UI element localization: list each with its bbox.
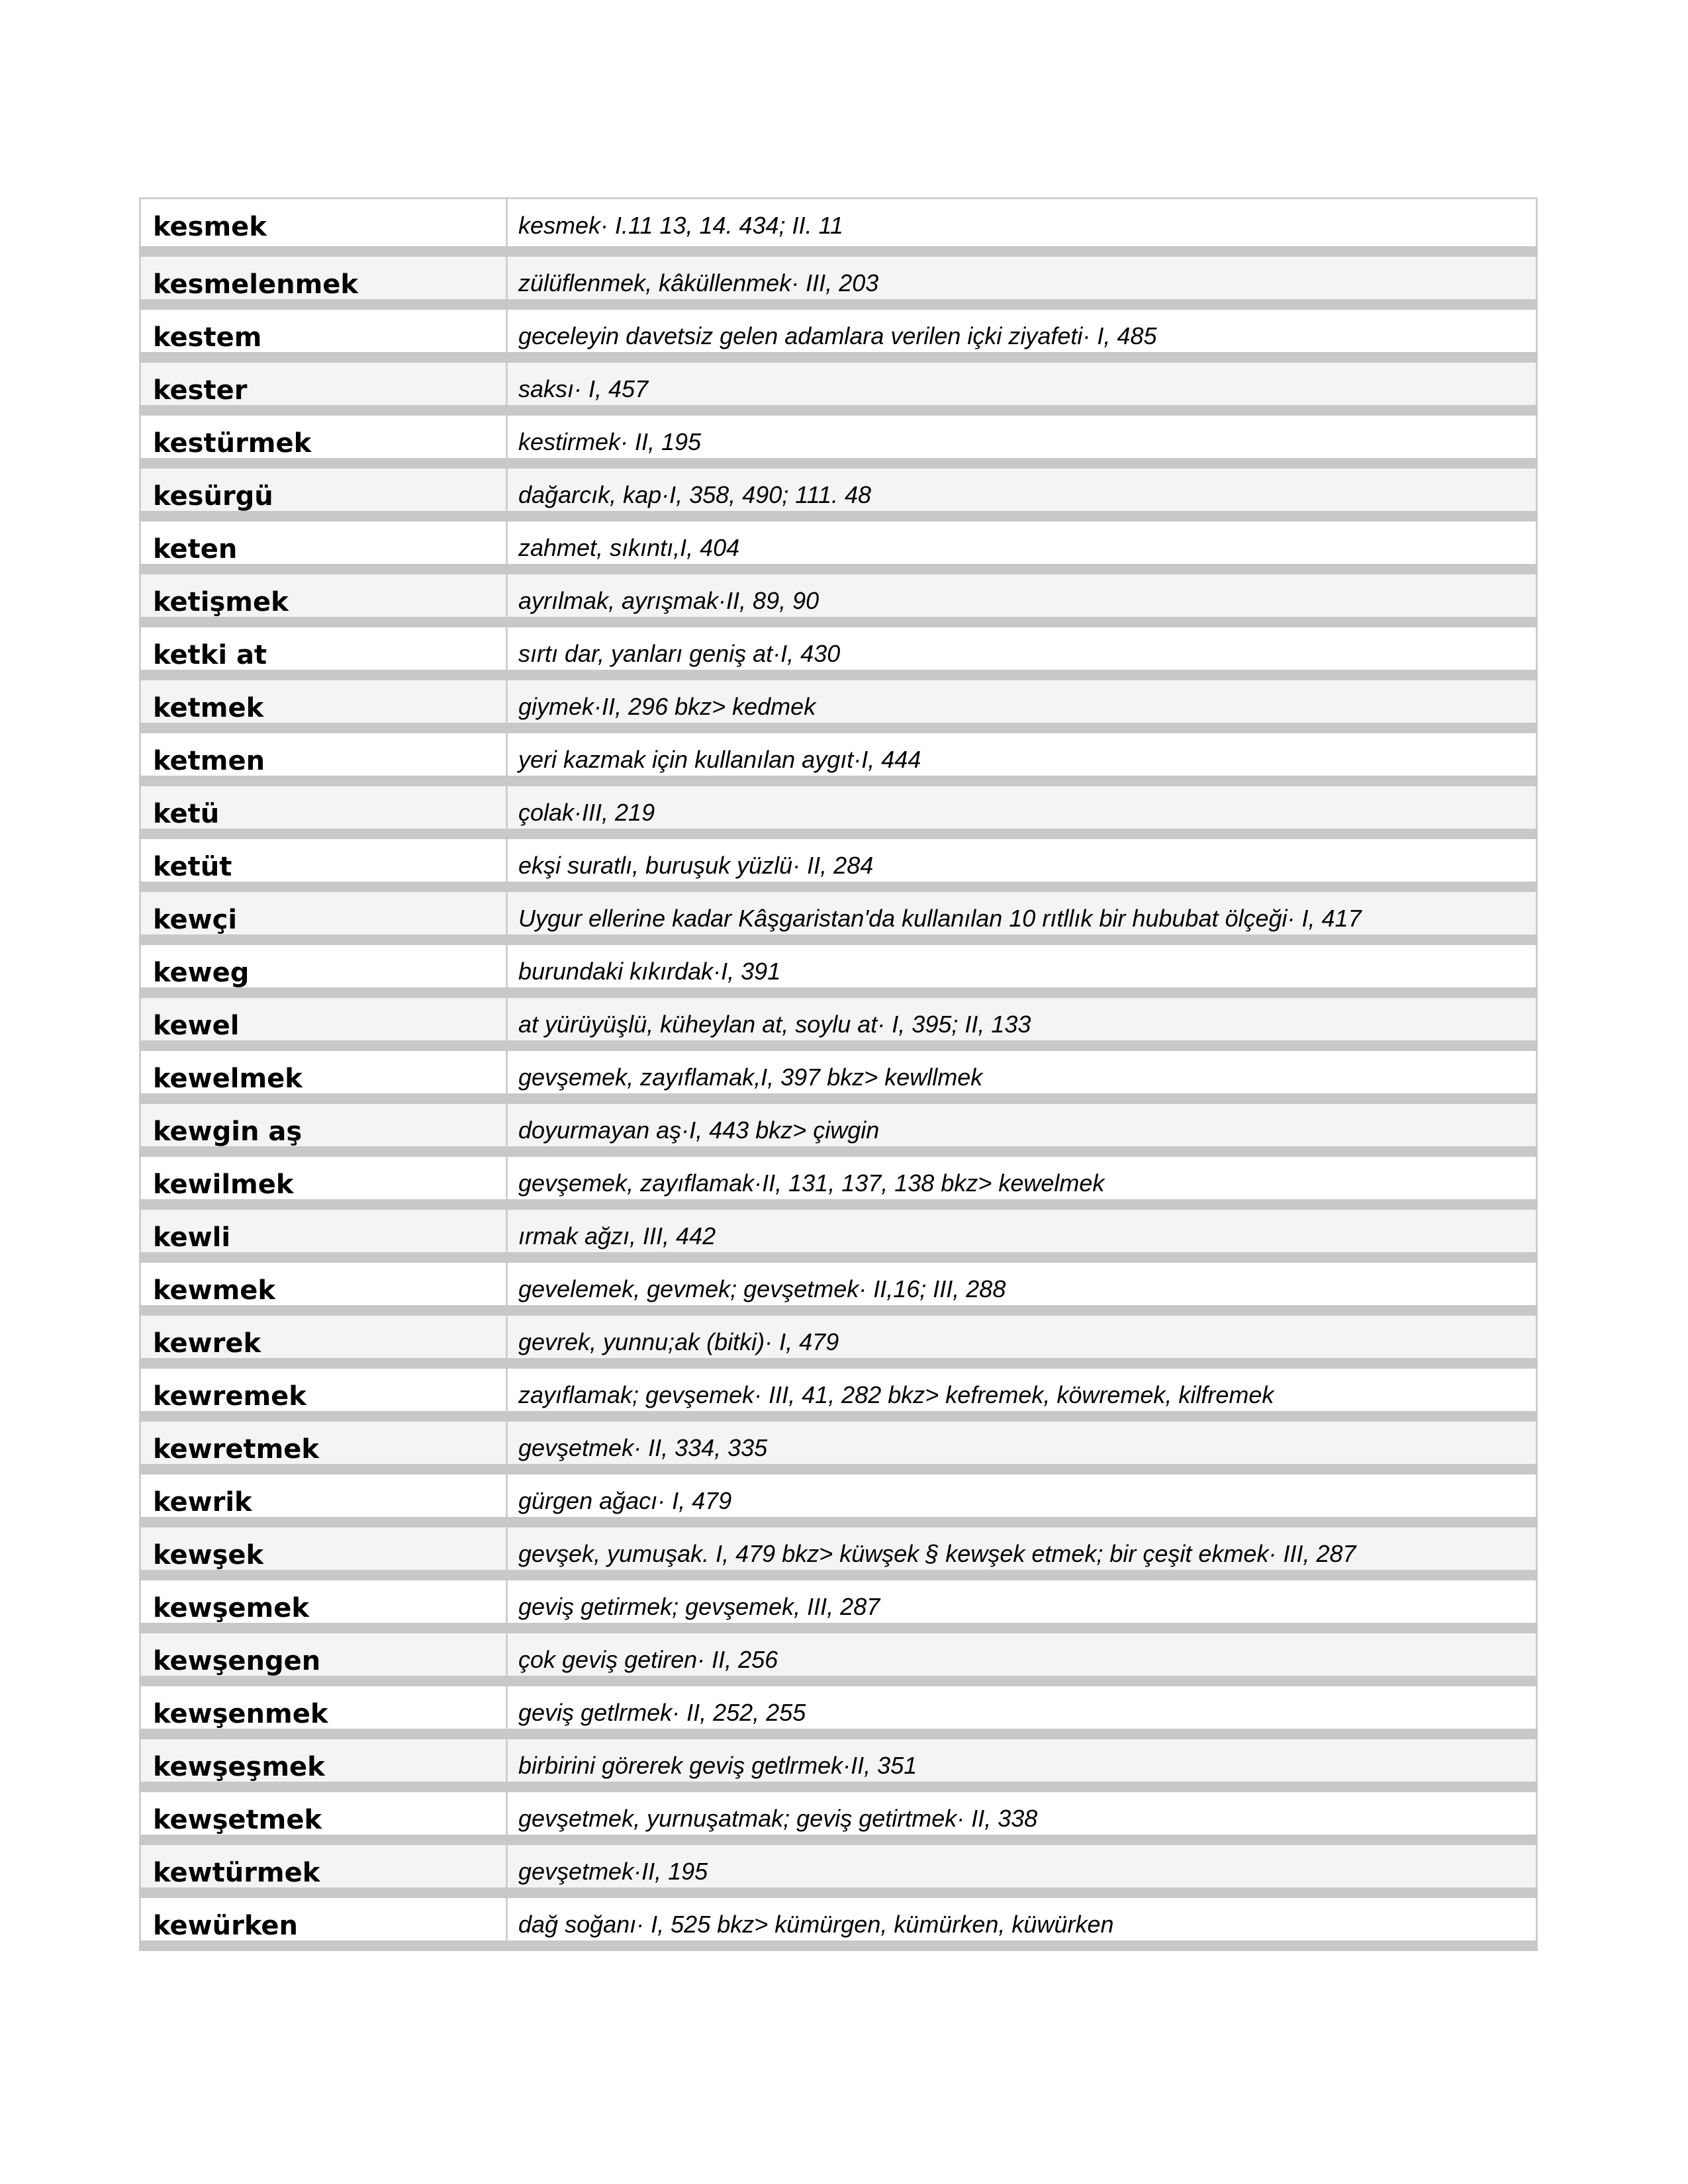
table-row bbox=[140, 1628, 1537, 1681]
table-row bbox=[140, 1893, 1537, 1946]
term: ketmek bbox=[153, 692, 264, 723]
definition-cell bbox=[507, 1416, 1537, 1469]
definition: ırmak ağzı, III, 442 bbox=[518, 1222, 716, 1250]
definition: birbirini görerek geviş getlrmek·II, 351 bbox=[518, 1751, 917, 1779]
table-row bbox=[140, 516, 1537, 569]
term-cell bbox=[140, 1840, 507, 1893]
term-cell bbox=[140, 1310, 507, 1363]
term-cell bbox=[140, 675, 507, 728]
term-cell bbox=[140, 993, 507, 1046]
table-row bbox=[140, 357, 1537, 410]
term-cell bbox=[140, 463, 507, 516]
definition-cell bbox=[507, 834, 1537, 887]
term: kewtürmek bbox=[153, 1857, 320, 1888]
table-row bbox=[140, 993, 1537, 1046]
term: kewşengen bbox=[153, 1645, 321, 1676]
table-row bbox=[140, 781, 1537, 834]
term-cell bbox=[140, 1363, 507, 1416]
table-row bbox=[140, 1257, 1537, 1310]
table-row bbox=[140, 1734, 1537, 1787]
definition-cell bbox=[507, 993, 1537, 1046]
table-row bbox=[140, 887, 1537, 940]
table-row bbox=[140, 199, 1537, 251]
definition: geceleyin davetsiz gelen adamlara verilen içki ziyafeti· I, 485 bbox=[518, 322, 1157, 349]
term: kewçi bbox=[153, 904, 238, 935]
term-cell bbox=[140, 251, 507, 304]
definition: dağarcık, kap·I, 358, 490; 111. 48 bbox=[518, 480, 872, 508]
table-row bbox=[140, 1152, 1537, 1205]
term: kewremek bbox=[153, 1381, 306, 1412]
term-cell bbox=[140, 1522, 507, 1575]
definition-cell bbox=[507, 781, 1537, 834]
term-cell bbox=[140, 1046, 507, 1099]
term: kewilmek bbox=[153, 1169, 294, 1200]
term-cell bbox=[140, 728, 507, 781]
definition-cell bbox=[507, 251, 1537, 304]
term-cell bbox=[140, 1469, 507, 1522]
definition: ayrılmak, ayrışmak·II, 89, 90 bbox=[518, 586, 820, 614]
definition: at yürüyüşlü, küheylan at, soylu at· I, 395; II, 133 bbox=[518, 1010, 1031, 1038]
definition: kesmek· I.11 13, 14. 434; II. 11 bbox=[518, 212, 843, 239]
term-cell bbox=[140, 781, 507, 834]
definition-cell bbox=[507, 463, 1537, 516]
table-row bbox=[140, 251, 1537, 304]
table-row bbox=[140, 1310, 1537, 1363]
definition-cell bbox=[507, 1205, 1537, 1257]
definition: çolak·III, 219 bbox=[518, 798, 655, 826]
table-row bbox=[140, 1469, 1537, 1522]
definition-cell bbox=[507, 1893, 1537, 1946]
term: ketişmek bbox=[153, 586, 289, 617]
definition-cell bbox=[507, 1099, 1537, 1152]
term-cell bbox=[140, 1681, 507, 1734]
table-row bbox=[140, 1681, 1537, 1734]
table-row bbox=[140, 1840, 1537, 1893]
table-row bbox=[140, 1099, 1537, 1152]
term: keten bbox=[153, 533, 238, 565]
term-cell bbox=[140, 887, 507, 940]
term-cell bbox=[140, 410, 507, 463]
term-cell bbox=[140, 1628, 507, 1681]
term: kesürgü bbox=[153, 480, 273, 512]
definition: geviş getirmek; gevşemek, III, 287 bbox=[518, 1592, 880, 1620]
term: kewşemek bbox=[153, 1592, 309, 1623]
table-row bbox=[140, 728, 1537, 781]
definition-cell bbox=[507, 1522, 1537, 1575]
term: kester bbox=[153, 375, 248, 406]
definition-cell bbox=[507, 1257, 1537, 1310]
definition-cell bbox=[507, 1681, 1537, 1734]
table-row bbox=[140, 675, 1537, 728]
definition: gevşemek, zayıflamak,I, 397 bkz> kewllmek bbox=[518, 1063, 983, 1091]
term-cell bbox=[140, 1893, 507, 1946]
definition: burundaki kıkırdak·I, 391 bbox=[518, 957, 781, 985]
term: kesmelenmek bbox=[153, 269, 358, 300]
term-cell bbox=[140, 569, 507, 622]
term: kewşetmek bbox=[153, 1804, 322, 1835]
term: kewgin aş bbox=[153, 1116, 303, 1147]
term: kewmek bbox=[153, 1275, 276, 1306]
table-row bbox=[140, 463, 1537, 516]
definition-cell bbox=[507, 1734, 1537, 1787]
definition: gürgen ağacı· I, 479 bbox=[518, 1486, 732, 1514]
definition: gevşetmek, yurnuşatmak; geviş getirtmek· II, 338 bbox=[518, 1804, 1038, 1832]
definition-cell bbox=[507, 1840, 1537, 1893]
table-row bbox=[140, 940, 1537, 993]
term-cell bbox=[140, 1099, 507, 1152]
term-cell bbox=[140, 304, 507, 357]
definition-cell bbox=[507, 675, 1537, 728]
term: kesmek bbox=[153, 212, 267, 242]
term-cell bbox=[140, 199, 507, 251]
definition: dağ soğanı· I, 525 bkz> kümürgen, kümürken, küwürken bbox=[518, 1910, 1114, 1938]
definition: sırtı dar, yanları geniş at·I, 430 bbox=[518, 639, 841, 667]
definition: geviş getlrmek· II, 252, 255 bbox=[518, 1698, 806, 1726]
definition-cell bbox=[507, 1575, 1537, 1628]
definition: gevşetmek· II, 334, 335 bbox=[518, 1433, 768, 1461]
term: ketmen bbox=[153, 745, 265, 776]
term: kewelmek bbox=[153, 1063, 303, 1094]
term: kewşeşmek bbox=[153, 1751, 325, 1782]
definition-cell bbox=[507, 516, 1537, 569]
table-row bbox=[140, 1363, 1537, 1416]
term: kewli bbox=[153, 1222, 231, 1253]
table-row bbox=[140, 1205, 1537, 1257]
definition-cell bbox=[507, 357, 1537, 410]
definition-cell bbox=[507, 199, 1537, 251]
term: kewel bbox=[153, 1010, 240, 1041]
term: kewretmek bbox=[153, 1433, 319, 1465]
table-row bbox=[140, 410, 1537, 463]
definition: zülüflenmek, kâküllenmek· III, 203 bbox=[518, 269, 879, 296]
term-cell bbox=[140, 834, 507, 887]
term: kestem bbox=[153, 322, 262, 353]
term-cell bbox=[140, 1416, 507, 1469]
table-row bbox=[140, 622, 1537, 675]
definition-cell bbox=[507, 1363, 1537, 1416]
term-cell bbox=[140, 940, 507, 993]
dictionary-table bbox=[139, 197, 1538, 1951]
definition: gevşetmek·II, 195 bbox=[518, 1857, 708, 1885]
definition-cell bbox=[507, 410, 1537, 463]
definition: kestirmek· II, 195 bbox=[518, 428, 702, 455]
dictionary-body bbox=[140, 199, 1537, 1946]
definition-cell bbox=[507, 1628, 1537, 1681]
term-cell bbox=[140, 1787, 507, 1840]
term: ketüt bbox=[153, 851, 232, 882]
definition-cell bbox=[507, 1152, 1537, 1205]
definition-cell bbox=[507, 728, 1537, 781]
table-row bbox=[140, 1575, 1537, 1628]
term: kewşenmek bbox=[153, 1698, 328, 1729]
term: ketki at bbox=[153, 639, 267, 670]
table-row bbox=[140, 1046, 1537, 1099]
definition: yeri kazmak için kullanılan aygıt·I, 444 bbox=[518, 745, 921, 773]
term: kewrek bbox=[153, 1328, 261, 1359]
definition: gevrek, yunnu;ak (bitki)· I, 479 bbox=[518, 1328, 839, 1355]
term-cell bbox=[140, 516, 507, 569]
definition: çok geviş getiren· II, 256 bbox=[518, 1645, 778, 1673]
table-row bbox=[140, 569, 1537, 622]
term-cell bbox=[140, 1575, 507, 1628]
term-cell bbox=[140, 1205, 507, 1257]
term: kewşek bbox=[153, 1539, 264, 1570]
term-cell bbox=[140, 357, 507, 410]
definition-cell bbox=[507, 1046, 1537, 1099]
definition: giymek·II, 296 bkz> kedmek bbox=[518, 692, 816, 720]
definition-cell bbox=[507, 1469, 1537, 1522]
term: keweg bbox=[153, 957, 250, 988]
definition-cell bbox=[507, 940, 1537, 993]
definition-cell bbox=[507, 887, 1537, 940]
term-cell bbox=[140, 1734, 507, 1787]
definition: doyurmayan aş·I, 443 bkz> çiwgin bbox=[518, 1116, 880, 1144]
definition-cell bbox=[507, 1310, 1537, 1363]
definition: Uygur ellerine kadar Kâşgaristan'da kullanılan 10 rıtllık bir hububat ölçeği· I, 417 bbox=[518, 904, 1362, 932]
table-row bbox=[140, 834, 1537, 887]
definition: saksı· I, 457 bbox=[518, 375, 649, 402]
definition: zahmet, sıkıntı,I, 404 bbox=[518, 533, 740, 561]
definition-cell bbox=[507, 622, 1537, 675]
definition-cell bbox=[507, 569, 1537, 622]
term: kestürmek bbox=[153, 428, 312, 459]
definition-cell bbox=[507, 1787, 1537, 1840]
table-row bbox=[140, 1416, 1537, 1469]
table-row bbox=[140, 1522, 1537, 1575]
table-row bbox=[140, 1787, 1537, 1840]
definition: gevşek, yumuşak. I, 479 bkz> küwşek § kewşek etmek; bir çeşit ekmek· III, 287 bbox=[518, 1539, 1356, 1567]
definition: gevelemek, gevmek; gevşetmek· II,16; III, 288 bbox=[518, 1275, 1006, 1302]
table-row bbox=[140, 304, 1537, 357]
definition: zayıflamak; gevşemek· III, 41, 282 bkz> kefremek, köwremek, kilfremek bbox=[518, 1381, 1274, 1408]
term-cell bbox=[140, 622, 507, 675]
term: kewürken bbox=[153, 1910, 298, 1941]
term: kewrik bbox=[153, 1486, 252, 1518]
term-cell bbox=[140, 1152, 507, 1205]
definition: ekşi suratlı, buruşuk yüzlü· II, 284 bbox=[518, 851, 874, 879]
definition: gevşemek, zayıflamak·II, 131, 137, 138 bkz> kewelmek bbox=[518, 1169, 1105, 1197]
term-cell bbox=[140, 1257, 507, 1310]
definition-cell bbox=[507, 304, 1537, 357]
term: ketü bbox=[153, 798, 220, 829]
